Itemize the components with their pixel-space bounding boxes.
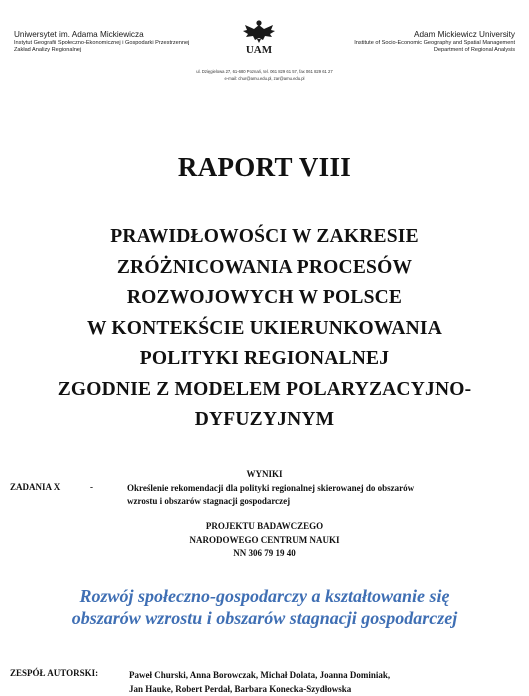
university-name-pl: Uniwersytet im. Adama Mickiewicza xyxy=(14,30,144,39)
header-left-block xyxy=(14,30,189,54)
department-name-en: Department of Regional Analysis xyxy=(433,47,515,53)
contact-address xyxy=(0,68,529,82)
project-line: NARODOWEGO CENTRUM NAUKI xyxy=(189,534,340,545)
subtitle-line: PRAWIDŁOWOŚCI W ZAKRESIE xyxy=(110,226,419,247)
subtitle-line: DYFUZYJNYM xyxy=(194,409,335,430)
header-right-block xyxy=(354,30,515,54)
theme-line: obszarów wzrostu i obszarów stagnacji gospodarczej xyxy=(71,608,458,628)
authors-list xyxy=(129,668,524,696)
subtitle-line: ZRÓŻNICOWANIA PROCESÓW xyxy=(116,256,413,278)
authors-label: ZESPÓŁ AUTORSKI: xyxy=(10,668,99,678)
postal-address: ul. Dzięgielowa 27, 61-680 Poznań, tel. 061 829 61 57, fax 061 829 61 27 xyxy=(196,69,333,74)
project-info xyxy=(0,520,529,561)
institute-name-en: Institute of Socio-Economic Geography and Spatial Management xyxy=(354,40,515,46)
subtitle-line: POLITYKI REGIONALNEJ xyxy=(139,348,390,369)
subtitle-line: W KONTEKŚCIE UKIERUNKOWANIA xyxy=(86,317,443,339)
eagle-emblem-icon xyxy=(243,20,275,43)
subtitle-line: ZGODNIE Z MODELEM POLARYZACYJNO- xyxy=(57,378,472,400)
report-title: RAPORT VIII xyxy=(177,152,352,182)
authors-line: Jan Hauke, Robert Perdał, Barbara Konecka-Szydłowska xyxy=(129,684,352,694)
project-line: PROJEKTU BADAWCZEGO xyxy=(205,521,324,531)
authors-line: Paweł Churski, Anna Borowczak, Michał Dolata, Joanna Dominiak, xyxy=(129,670,391,680)
institute-name-pl: Instytut Geografii Społeczno-Ekonomicznej i Gospodarki Przestrzennej xyxy=(14,40,190,46)
project-theme xyxy=(0,585,529,629)
task-label: ZADANIA X xyxy=(10,482,61,492)
task-dash: - xyxy=(90,482,93,492)
subtitle-line: ROZWOJOWYCH W POLSCE xyxy=(126,287,403,308)
university-logo xyxy=(242,19,276,57)
results-heading: WYNIKI xyxy=(246,469,283,479)
task-line: Określenie rekomendacji dla polityki regionalnej skierowanej do obszarów xyxy=(127,483,415,493)
theme-line: Rozwój społeczno-gospodarczy a kształtowanie się xyxy=(79,586,450,606)
logo-text: UAM xyxy=(245,44,273,56)
project-number: NN 306 79 19 40 xyxy=(233,548,296,558)
department-name-pl: Zakład Analizy Regionalnej xyxy=(14,47,82,53)
email-address: e-mail: chur@amu.edu.pl, zar@amu.edu.pl xyxy=(224,76,305,81)
report-subtitle xyxy=(0,222,529,436)
university-name-en: Adam Mickiewicz University xyxy=(414,30,515,39)
task-line: wzrostu i obszarów stagnacji gospodarczej xyxy=(127,496,291,506)
task-description xyxy=(127,482,522,508)
